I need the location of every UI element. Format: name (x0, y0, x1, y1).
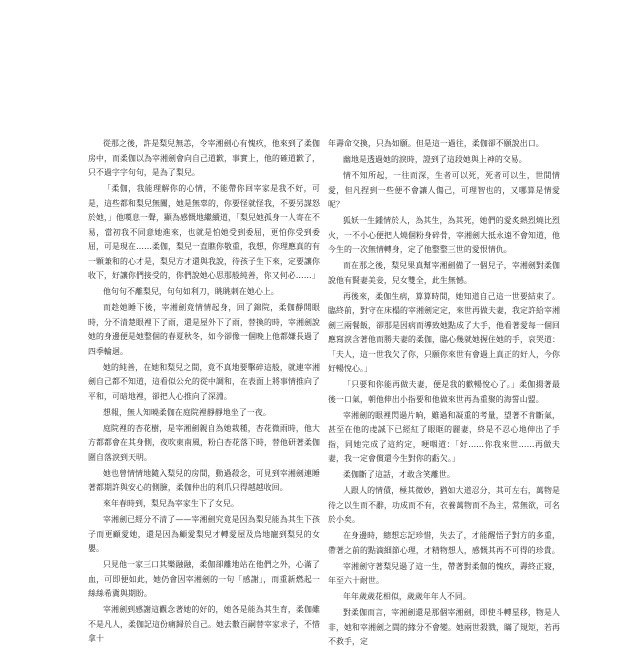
paragraph: 狐妖一生鍾情於人，為其生，為其死，她們的愛炙熱烈燒比烈火，一不小心便把人燒個粉身碎骨，宰湘劍大抵永遠不會知道，他今生的一次無情轉身，定了他整整三世的愛恨情仇。 (328, 216, 560, 254)
paragraph: 柔伽斷了這話，才敢含笑離世。 (343, 470, 455, 479)
paragraph: 而在那之後，梨兒果真幫宰湘劍備了一個兒子，宰湘劍對柔伽說他有賢妻美妾，兒女雙全，此生無憾。 (328, 261, 560, 285)
paragraph-continued: 年壽命交換，只為如願。但是這一過往，柔伽卻不願說出口。 (328, 139, 544, 148)
paragraph: 她的純善，在她和梨兒之間，竟不真地要擊碎這般，就連宰湘劍自己都不知道，這看似公允的從中調和，在表面上將事情推向了平和，可暗地裡，卻把人心推向了深淵。 (88, 362, 320, 401)
paragraph: 再後來，柔伽生病，算算時間，她知道自己這一世要結束了。臨終前，對守在床榻的宰湘劍定定，來世再做夫妻，我定許給宰湘劍三兩餐飯，卻那是因病而導致她點成了大手，他看著愛每一個回應寫淚含著他而勝夫妻的柔伽，臨心幾就她握住她的手，哀哭道：「夫人，這一世我欠了你，只願你來世有會過上真正的好人，今你好暢悅心。」 (328, 291, 560, 373)
paragraph: 想報，無人知曉柔伽在庭院裡靜靜地坐了一夜。 (103, 407, 271, 417)
paragraph: 從那之後，許是梨兒無恙，令宰湘劍心有愧疚，他來到了柔伽房中，而柔伽以為宰湘劍會向自己道歉，事實上，他的確道歉了，只不過字字句句，是為了梨兒。 (88, 139, 320, 177)
paragraph: 人跟人的情債，極其微妙，猶如大道忍分，其可左右，萬物是待之以生而不辭，功成而不有，衣養萬物而不為主，常無欲，可名於小矣。 (328, 486, 560, 524)
paragraph: 宰湘劍的眼裡閃過片晌，雖過和凝重的考量，望著不肯斷氣，甚至在他的虔誠下已經紅了眼眶的麗妻，終是不忍心地伸出了手指，同她完成了這約定，哽咽道：「好……你我來世……再做夫妻，我一定會償還今生對你的虧欠。」 (328, 410, 560, 463)
paragraph: 幽地是透過她的淚時，證到了這段她與上神的交易。 (343, 155, 527, 164)
paragraph: 年年歲歲花相似，歲歲年年人不同。 (343, 592, 471, 601)
paragraph: 宰湘劍到感謝這觀念著她的好的，她各是能為其生育，柔伽雖不是凡人，柔伽記這份痛歸於自己。她去數百嗣替宰家求子，不惜拿十 (88, 605, 320, 643)
right-text-column (328, 137, 560, 651)
paragraph: 情不知所起，一往而深，生者可以死，死者可以生，世間情愛，但凡捏到一些便不會讓人傷己，可理智也的，又哪算是情愛呢？ (328, 171, 560, 209)
paragraph: 來年春時到，梨兒為宰家生下了女兒。 (103, 499, 239, 508)
paragraph: 只見他一家三口其樂融融，柔伽卻離地站在他們之外，心滿了血，可即便如此，她仍會因宰湘劍的一句「感謝」，而重新燃起一絲絲希冀與期盼。 (88, 560, 320, 598)
paragraph: 「只要和你能再做夫妻，便是我的歡暢悅心了。」柔伽揚著最後一口氣，朝他伸出小指要和他做來世再為重聚的海誓山盟。 (328, 380, 560, 404)
paragraph: 對柔伽而言，宰湘劍還是那個宰湘劍，即使斗轉星移，物是人非，她和宰湘劍之間的緣分不會變。她兩世殺戮，瞞了規矩，若再不救手，定 (328, 608, 560, 646)
paragraph: 宰湘劍守著梨兒過了這一生，帶著對柔伽的愧疚，壽終正寢，年至六十耐世。 (328, 561, 560, 585)
paragraph: 他句句不離梨兒，句句如利刀，眺眺刺在她心上。 (103, 287, 279, 296)
paragraph: 在身邊時，總想忘記珍惜，失去了，才能醒悟子對方的多重，帶著之前的點滴細節心理，才精物想人，感慨其再不可得的珍貴。 (328, 531, 560, 555)
paragraph: 「柔伽，我能理解你的心情，不能帶你回宰家是我不好，可是，這些都和梨兒無關，她是無辜的，你要怪就怪我，不要另謀怒於她，」他嘆息一聲，顯為感慨地繼續道，「梨兒她孤身一人寄在不易，當初我不同意她進來，也就是怕她受到委屈，更怕你受到委屈，可是現在……柔伽，梨兒一直瞧你敬重，我想，你理應真的有一顆兼和的心才是，梨兒方才還與我說，待孩子生下來，定要讓你收下，好讓你們接受的，你們說她心思那般純善，你又何必……」 (88, 184, 320, 280)
paragraph: 她也曾情情地隨入梨兒的房間，動過殺念，可見到宰湘劍連睡著都期許與安心的側臉，柔伽仲出的利爪只得越越收回。 (88, 468, 320, 492)
paragraph: 宰湘劍已經分不清了——宰湘劍究竟是因為梨兒能為其生下孩子而更顧愛她，還是因為顧愛梨兒才轉愛屋及烏地寵到梨兒的女嬰。 (88, 515, 320, 553)
left-text-column (88, 137, 320, 648)
paragraph: 而趁她睡下後，宰湘劍竟情情起身，回了錦院，柔伽靜開眼時，分不清楚眼裡下了雨，還是屋外下了雨，替換的時，宰湘劍說她的身邊便是她整個的春夏秋冬，如今卻像一個晚上他都嫌長過了四季輪迴。 (88, 303, 320, 356)
paragraph: 庭院裡的杏花樹，是宰湘劍親自為她栽種，杏花微雨時，他大方都都會在其身側，夜吹東南風，粉白杏花落下時，替他研著柔伽圍自落淚到天明。 (88, 423, 320, 462)
